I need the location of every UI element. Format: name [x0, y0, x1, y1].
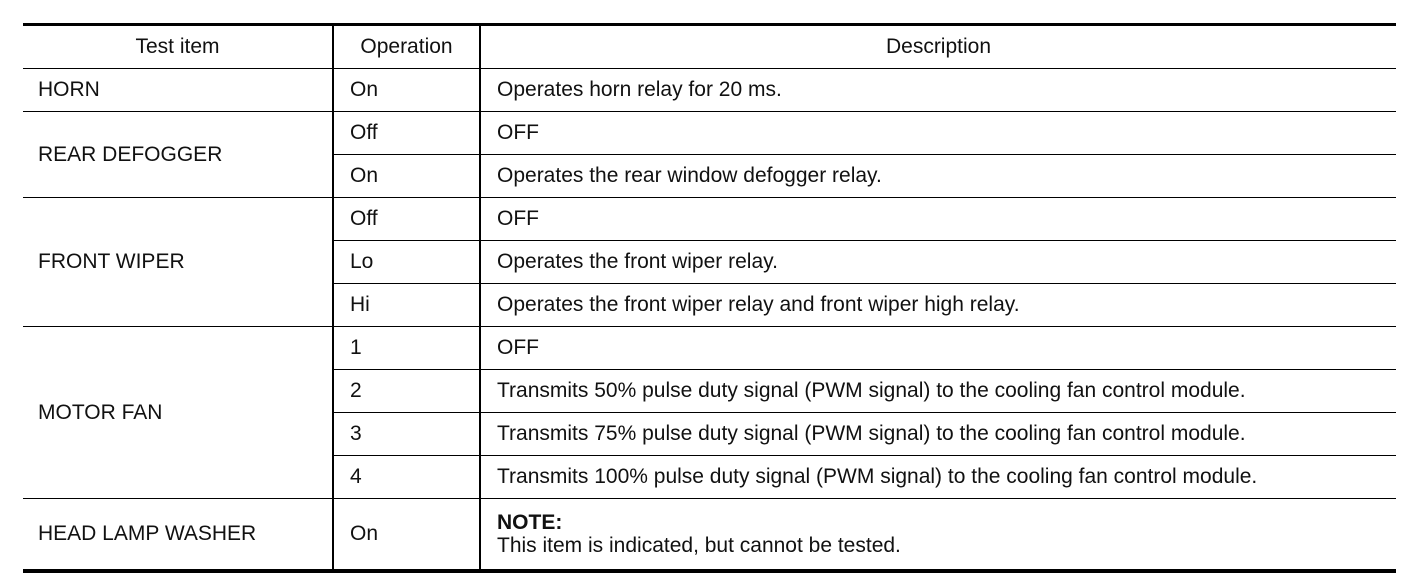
description-cell: OFF	[480, 327, 1396, 370]
header-description: Description	[480, 25, 1396, 69]
test-item-front-wiper: FRONT WIPER	[23, 198, 333, 327]
note-text: This item is indicated, but cannot be tested.	[497, 534, 901, 557]
description-cell: Transmits 50% pulse duty signal (PWM signal) to the cooling fan control module.	[480, 370, 1396, 413]
table-row	[23, 198, 1396, 241]
description-cell: OFF	[480, 112, 1396, 155]
operation-cell: 4	[333, 456, 480, 499]
description-cell: Operates horn relay for 20 ms.	[480, 69, 1396, 112]
active-test-table	[23, 23, 1396, 573]
table-row	[23, 112, 1396, 155]
description-cell: Transmits 100% pulse duty signal (PWM signal) to the cooling fan control module.	[480, 456, 1396, 499]
description-cell: Operates the front wiper relay and front wiper high relay.	[480, 284, 1396, 327]
description-cell: OFF	[480, 198, 1396, 241]
operation-cell: Off	[333, 112, 480, 155]
table-header-row	[23, 25, 1396, 69]
operation-cell: On	[333, 499, 480, 572]
description-cell	[480, 499, 1396, 572]
operation-cell: Off	[333, 198, 480, 241]
header-test-item: Test item	[23, 25, 333, 69]
operation-cell: On	[333, 69, 480, 112]
operation-cell: Hi	[333, 284, 480, 327]
table-row	[23, 69, 1396, 112]
header-operation: Operation	[333, 25, 480, 69]
description-cell: Transmits 75% pulse duty signal (PWM signal) to the cooling fan control module.	[480, 413, 1396, 456]
operation-cell: 1	[333, 327, 480, 370]
table-row	[23, 499, 1396, 572]
operation-cell: 3	[333, 413, 480, 456]
operation-cell: 2	[333, 370, 480, 413]
operation-cell: On	[333, 155, 480, 198]
description-cell: Operates the front wiper relay.	[480, 241, 1396, 284]
test-item-horn: HORN	[23, 69, 333, 112]
description-cell: Operates the rear window defogger relay.	[480, 155, 1396, 198]
table-row	[23, 327, 1396, 370]
note-title: NOTE:	[497, 511, 563, 534]
test-item-motor-fan: MOTOR FAN	[23, 327, 333, 499]
test-item-rear-defogger: REAR DEFOGGER	[23, 112, 333, 198]
operation-cell: Lo	[333, 241, 480, 284]
test-item-head-lamp-washer: HEAD LAMP WASHER	[23, 499, 333, 572]
